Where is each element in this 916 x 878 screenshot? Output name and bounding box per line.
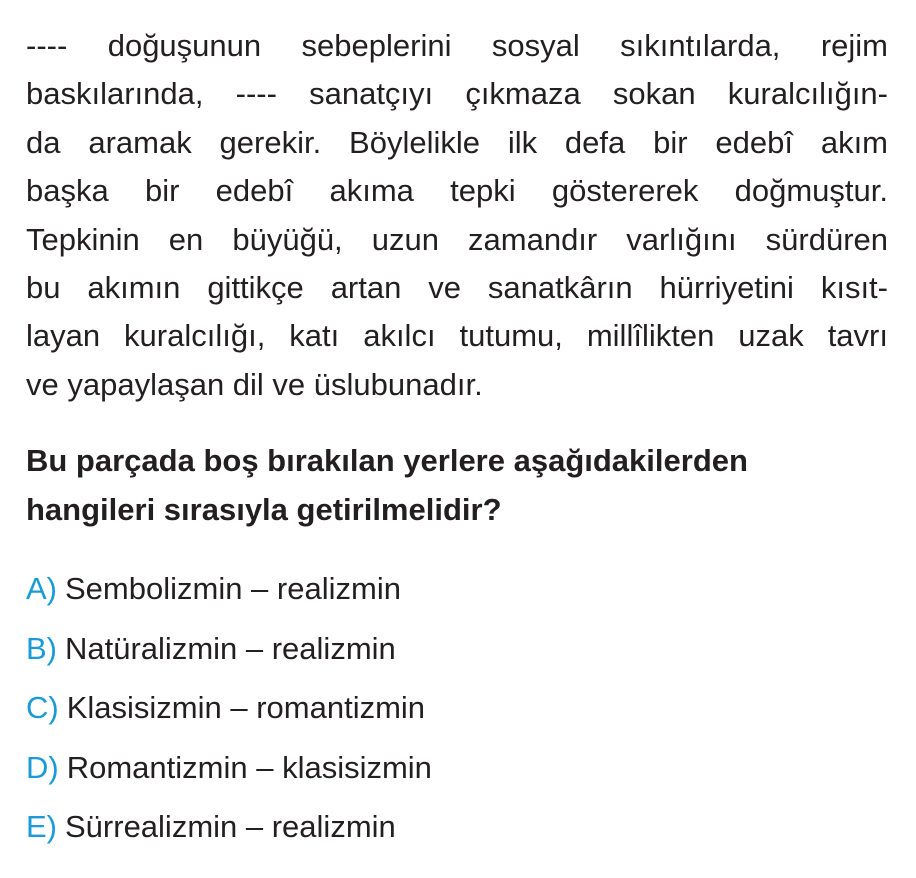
option-letter: A) [26,571,57,606]
option-text: Klasisizmin – romantizmin [66,690,426,725]
passage-line: ---- doğuşunun sebeplerini sosyal sıkıntılarda, rejim [26,28,888,63]
passage-line: da aramak gerekir. Böylelikle ilk defa bir edebî akım [26,124,888,160]
option-letter: E) [26,809,57,844]
passage-line: başka bir edebî akıma tepki göstererek doğmuştur. [26,173,888,209]
option-text: Sembolizmin – realizmin [65,571,401,606]
option-e[interactable] [26,801,888,861]
question-line: Bu parçada boş bırakılan yerlere aşağıdakilerden [26,443,748,478]
question-passage [26,22,888,409]
option-text: Romantizmin – klasisizmin [66,749,432,785]
option-letter: D) [26,749,59,785]
answer-options [26,563,888,861]
option-b[interactable] [26,623,888,683]
passage-line: ve yapaylaşan dil ve üslubunadır. [26,366,483,402]
option-c[interactable] [26,682,888,742]
option-letter: C) [26,690,59,725]
option-letter: B) [26,630,57,666]
passage-line: layan kuralcılığı, katı akılcı tutumu, millîlikten uzak tavrı [26,318,888,354]
passage-line: baskılarında, ---- sanatçıyı çıkmaza sokan kuralcılığın- [26,76,888,112]
option-d[interactable] [26,742,888,802]
option-text: Sürrealizmin – realizmin [65,809,396,844]
option-text: Natüralizmin – realizmin [65,630,396,666]
question-stem [26,436,888,534]
option-a[interactable] [26,563,888,623]
question-line: hangileri sırasıyla getirilmelidir? [26,492,502,527]
passage-line: bu akımın gittikçe artan ve sanatkârın hürriyetini kısıt- [26,269,888,305]
passage-line: Tepkinin en büyüğü, uzun zamandır varlığını sürdüren [26,221,888,257]
